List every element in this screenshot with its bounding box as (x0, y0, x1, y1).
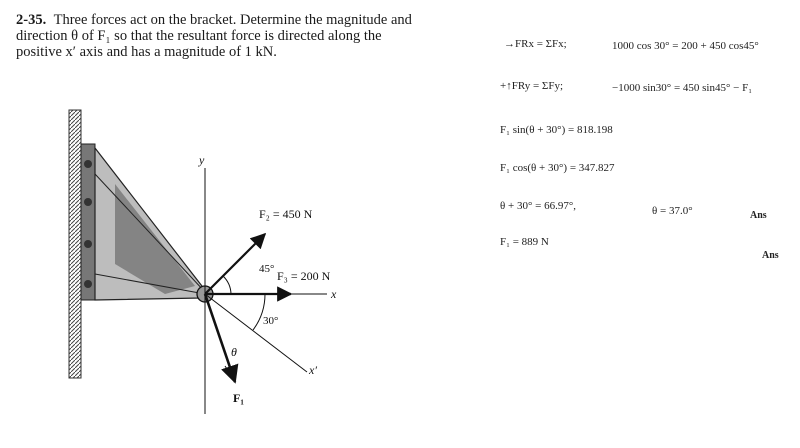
force-f2-label: F₂ = 450 N (259, 207, 313, 221)
solution-line2-lhs: +↑FRy = ΣFy; (500, 80, 563, 92)
solution-line5: θ + 30° = 66.97°, (500, 200, 576, 212)
answer-mark-2: Ans (762, 250, 779, 261)
force-f1-arrow (205, 294, 235, 382)
solution-line6: F₁ = 889 N (500, 236, 549, 248)
force-f3-label: F₃ = 200 N (277, 269, 331, 283)
solution-line1-rhs: 1000 cos 30° = 200 + 450 cos45° (612, 40, 759, 52)
x-prime-axis-label: x′ (309, 363, 317, 377)
x-axis-label: x (331, 287, 337, 301)
solution-line3: F₁ sin(θ + 30°) = 818.198 (500, 124, 613, 136)
bracket-diagram (55, 104, 345, 414)
y-axis-label: y (199, 153, 205, 167)
solution-line1-lhs: →FRx = ΣFx; (504, 38, 567, 50)
solution-line4: F₁ cos(θ + 30°) = 347.827 (500, 162, 615, 174)
bolt (84, 280, 92, 288)
solution-line5b: θ = 37.0° (652, 205, 693, 217)
answer-mark-1: Ans (750, 210, 767, 221)
angle-label-30: 30° (263, 315, 279, 327)
x-prime-axis (205, 294, 307, 372)
bolt (84, 198, 92, 206)
solution-line2-rhs: −1000 sin30° = 450 sin45° − F₁ (612, 82, 753, 94)
problem-number: 2-35. (16, 12, 47, 28)
angle-arc-45 (223, 276, 231, 294)
bolt (84, 160, 92, 168)
angle-label-theta: θ (231, 345, 237, 359)
problem-text: Three forces act on the bracket. Determine the magnitude and direction θ of F₁ so that the resultant force is directed along the positive x′ axis and has a magnitude of 1 kN. (16, 12, 412, 60)
force-f1-label: F₁ (233, 391, 244, 405)
wall (69, 110, 81, 378)
problem-statement (16, 12, 426, 60)
angle-label-45: 45° (259, 263, 275, 275)
bolt (84, 240, 92, 248)
force-f2-arrow (205, 234, 265, 294)
